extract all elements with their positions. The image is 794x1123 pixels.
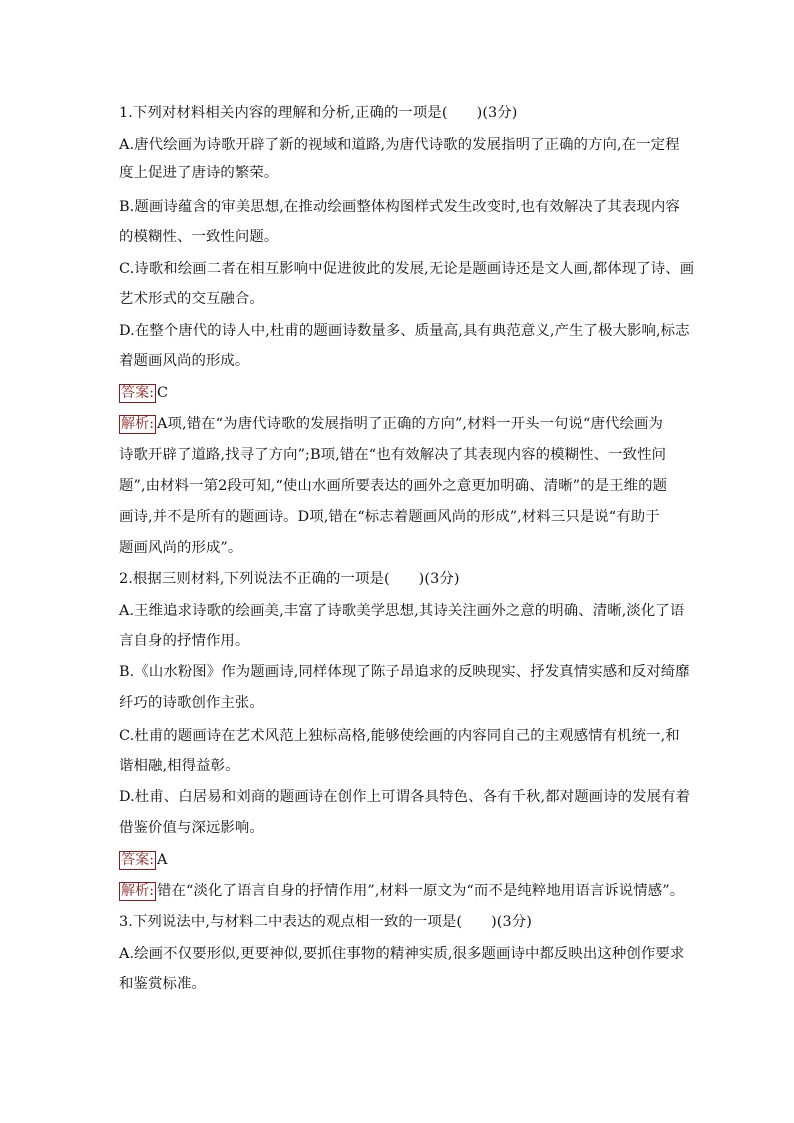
q2-option-a-line1: A.王维追求诗歌的绘画美,丰富了诗歌美学思想,其诗关注画外之意的明确、清晰,淡化了语 [119, 603, 685, 619]
q2-stem: 2.根据三则材料,下列说法不正确的一项是( )(3分) [119, 571, 460, 587]
answer-label: 答案: [121, 852, 155, 868]
q1-option-d-line1: D.在整个唐代的诗人中,杜甫的题画诗数量多、质量高,具有典范意义,产生了极大影响,标志 [119, 323, 690, 339]
q1-option-b-line1: B.题画诗蕴含的审美思想,在推动绘画整体构图样式发生改变时,也有效解决了其表现内容 [119, 199, 680, 215]
analysis-label: 解析: [121, 416, 155, 432]
answer-label: 答案: [121, 385, 155, 401]
q1-option-c-line2: 艺术形式的交互融合。 [119, 291, 264, 307]
q1-option-a-line2: 度上促进了唐诗的繁荣。 [119, 165, 279, 181]
answer-value: C [157, 385, 169, 401]
analysis-text: 错在“淡化了语言自身的抒情作用”,材料一原文为“而不是纯粹地用语言诉说情感”。 [157, 883, 685, 899]
answer-value: A [157, 852, 168, 868]
q2-option-d-line2: 借鉴价值与深远影响。 [119, 820, 264, 836]
q1-stem: 1.下列对材料相关内容的理解和分析,正确的一项是( )(3分) [119, 105, 518, 121]
q1-analysis-line2: 诗歌开辟了道路,找寻了方向”;B项,错在“也有效解决了其表现内容的模糊性、一致性问 [119, 447, 667, 463]
q1-analysis-line5: 题画风尚的形成”。 [119, 540, 243, 556]
q2-answer [119, 850, 679, 870]
analysis-text: A项,错在“为唐代诗歌的发展指明了正确的方向”,材料一开头一句说“唐代绘画为 [157, 416, 663, 432]
q2-option-a-line2: 言自身的抒情作用。 [119, 633, 250, 649]
q1-option-b-line2: 的模糊性、一致性问题。 [119, 229, 279, 245]
q1-analysis-line4: 画诗,并不是所有的题画诗。D项,错在“标志着题画风尚的形成”,材料三只是说“有助于 [119, 509, 660, 525]
q2-option-c-line1: C.杜甫的题画诗在艺术风范上独标高格,能够使绘画的内容同自己的主观感情有机统一,和 [119, 728, 680, 744]
q1-answer [119, 383, 679, 403]
q1-analysis-line3: 题”,由材料一第2段可知,“使山水画所要表达的画外之意更加明确、清晰”的是王维的题 [119, 478, 668, 494]
q1-option-a-line1: A.唐代绘画为诗歌开辟了新的视域和道路,为唐代诗歌的发展指明了正确的方向,在一定程 [119, 137, 680, 153]
q1-analysis-line1 [119, 414, 679, 434]
q1-option-c-line1: C.诗歌和绘画二者在相互影响中促进彼此的发展,无论是题画诗还是文人画,都体现了诗、画 [119, 261, 695, 277]
q1-option-d-line2: 着题画风尚的形成。 [119, 353, 250, 369]
analysis-label: 解析: [121, 883, 155, 899]
q3-stem: 3.下列说法中,与材料二中表达的观点相一致的一项是( )(3分) [119, 914, 532, 930]
q3-option-a-line1: A.绘画不仅要形似,更要神似,要抓住事物的精神实质,很多题画诗中都反映出这种创作要求 [119, 946, 685, 962]
q2-option-d-line1: D.杜甫、白居易和刘商的题画诗在创作上可谓各具特色、各有千秋,都对题画诗的发展有着 [119, 789, 691, 805]
q2-option-b-line1: B.《山水粉图》作为题画诗,同样体现了陈子昂追求的反映现实、抒发真情实感和反对绮靡 [119, 664, 690, 680]
q2-option-c-line2: 谐相融,相得益彰。 [119, 758, 240, 774]
q3-option-a-line2: 和鉴赏标准。 [119, 976, 206, 992]
q2-option-b-line2: 纤巧的诗歌创作主张。 [119, 695, 264, 711]
q2-analysis-line1 [119, 881, 685, 901]
